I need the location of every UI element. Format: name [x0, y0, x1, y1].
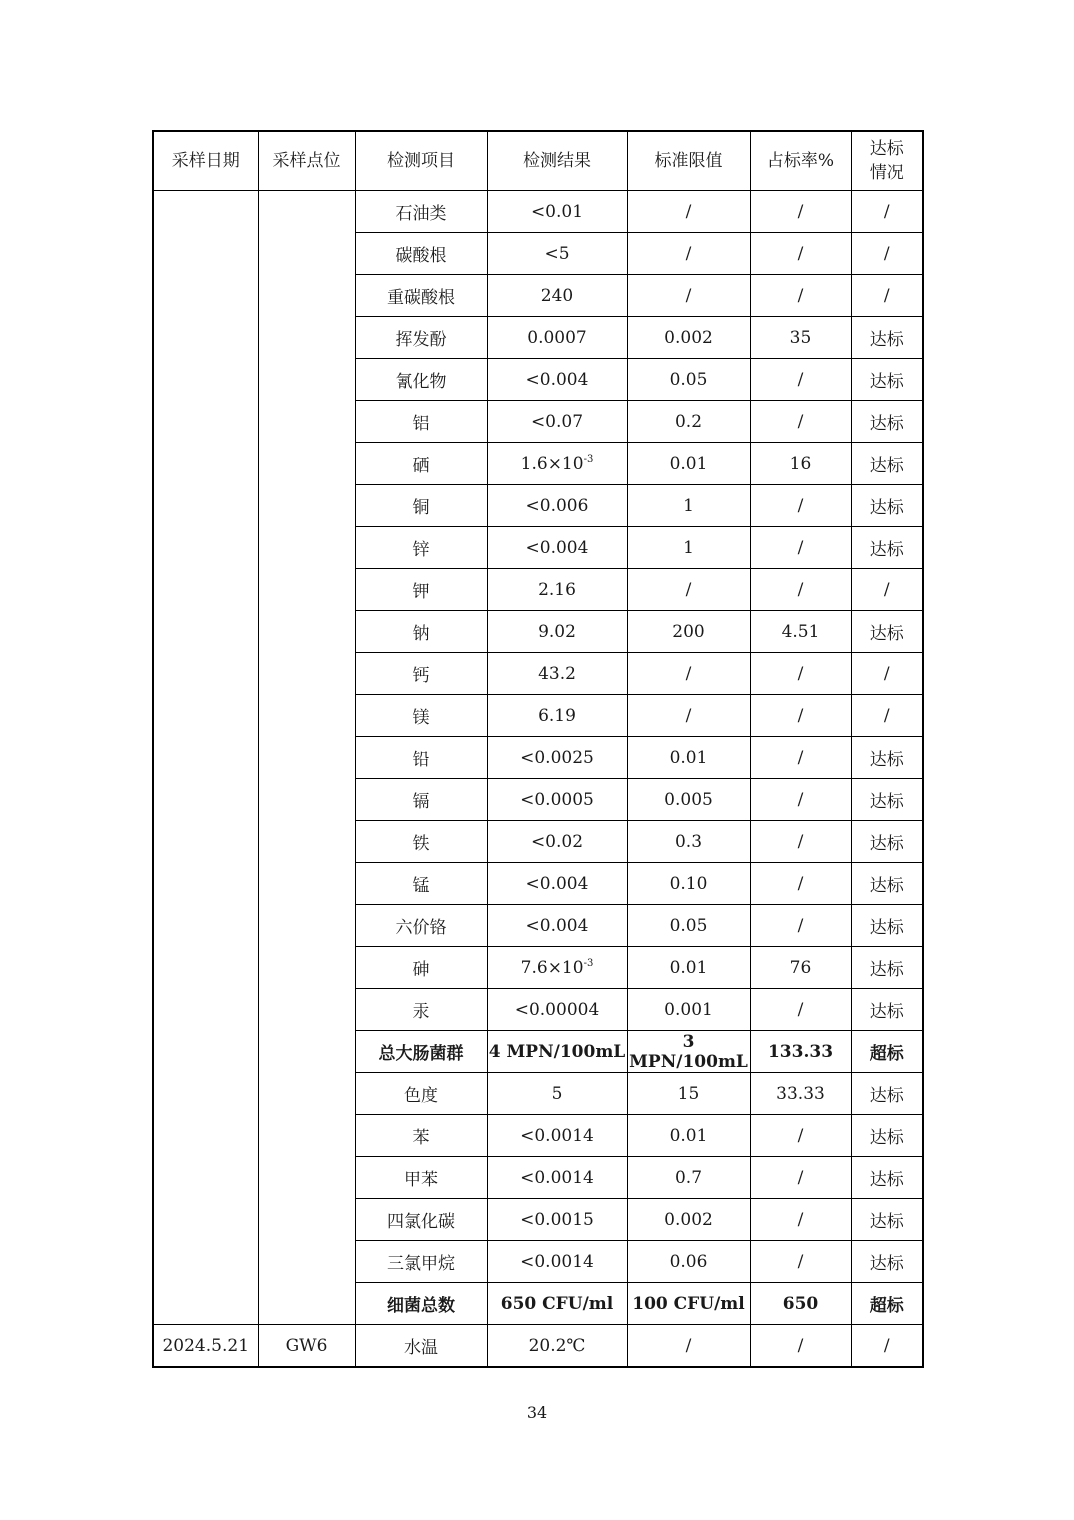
cell-test-result: 43.2 [487, 653, 627, 695]
cell-standard-limit: 0.05 [627, 359, 750, 401]
cell-test-item: 锰 [355, 863, 487, 905]
cell-test-result [487, 443, 627, 485]
cell-standard-limit: 0.05 [627, 905, 750, 947]
table-row [153, 191, 923, 233]
cell-ratio: 76 [750, 947, 851, 989]
cell-standard-limit: / [627, 695, 750, 737]
cell-test-item: 钾 [355, 569, 487, 611]
cell-test-item: 钙 [355, 653, 487, 695]
cell-ratio: / [750, 1157, 851, 1199]
cell-ratio: / [750, 359, 851, 401]
cell-ratio: 33.33 [750, 1073, 851, 1115]
cell-standard-limit: 15 [627, 1073, 750, 1115]
cell-ratio: 4.51 [750, 611, 851, 653]
header-standard-limit: 标准限值 [627, 131, 750, 191]
cell-test-item: 四氯化碳 [355, 1199, 487, 1241]
cell-standard-limit: 0.01 [627, 947, 750, 989]
cell-test-item: 镉 [355, 779, 487, 821]
cell-test-result: <0.0005 [487, 779, 627, 821]
cell-test-result: 4 MPN/100mL [487, 1031, 627, 1073]
cell-ratio: / [750, 863, 851, 905]
cell-test-item: 总大肠菌群 [355, 1031, 487, 1073]
cell-compliance: / [851, 275, 923, 317]
cell-ratio: / [750, 275, 851, 317]
header-compliance [851, 131, 923, 191]
cell-sampling-site [258, 191, 355, 1325]
cell-ratio: / [750, 191, 851, 233]
cell-standard-limit: 100 CFU/ml [627, 1283, 750, 1325]
cell-compliance: 达标 [851, 527, 923, 569]
cell-compliance: 超标 [851, 1031, 923, 1073]
cell-test-result: 9.02 [487, 611, 627, 653]
table-body [153, 191, 923, 1368]
header-sampling-site: 采样点位 [258, 131, 355, 191]
cell-standard-limit: 0.2 [627, 401, 750, 443]
cell-test-result: <0.004 [487, 863, 627, 905]
cell-ratio: / [750, 1115, 851, 1157]
cell-compliance: 达标 [851, 821, 923, 863]
cell-standard-limit: 0.001 [627, 989, 750, 1031]
cell-test-result: 5 [487, 1073, 627, 1115]
cell-test-result: 240 [487, 275, 627, 317]
cell-standard-limit: 0.01 [627, 443, 750, 485]
cell-compliance: 超标 [851, 1283, 923, 1325]
cell-ratio: 35 [750, 317, 851, 359]
cell-test-item: 钠 [355, 611, 487, 653]
cell-ratio: / [750, 1325, 851, 1368]
cell-standard-limit: / [627, 233, 750, 275]
cell-compliance: 达标 [851, 611, 923, 653]
cell-sampling-date [153, 191, 258, 1325]
cell-test-result: <5 [487, 233, 627, 275]
cell-standard-limit: 1 [627, 527, 750, 569]
cell-test-item: 铁 [355, 821, 487, 863]
cell-test-item: 锌 [355, 527, 487, 569]
cell-standard-limit: 0.01 [627, 1115, 750, 1157]
cell-compliance: 达标 [851, 779, 923, 821]
cell-test-result: <0.0025 [487, 737, 627, 779]
cell-ratio: / [750, 905, 851, 947]
cell-standard-limit: 3 MPN/100mL [627, 1031, 750, 1073]
cell-standard-limit: / [627, 1325, 750, 1368]
page-number: 34 [526, 1403, 548, 1422]
cell-compliance: 达标 [851, 947, 923, 989]
cell-standard-limit: / [627, 275, 750, 317]
cell-test-result: <0.0014 [487, 1115, 627, 1157]
cell-standard-limit: 0.10 [627, 863, 750, 905]
cell-ratio: / [750, 989, 851, 1031]
cell-test-result: 2.16 [487, 569, 627, 611]
cell-compliance: 达标 [851, 1073, 923, 1115]
cell-test-item: 氰化物 [355, 359, 487, 401]
cell-compliance: 达标 [851, 317, 923, 359]
cell-test-result: 20.2℃ [487, 1325, 627, 1368]
cell-test-result: <0.004 [487, 359, 627, 401]
cell-test-item: 石油类 [355, 191, 487, 233]
cell-standard-limit: 0.005 [627, 779, 750, 821]
header-sampling-date: 采样日期 [153, 131, 258, 191]
cell-test-result: <0.004 [487, 527, 627, 569]
cell-test-item: 色度 [355, 1073, 487, 1115]
cell-standard-limit: / [627, 653, 750, 695]
cell-compliance: 达标 [851, 485, 923, 527]
cell-test-item: 水温 [355, 1325, 487, 1368]
cell-standard-limit: 0.06 [627, 1241, 750, 1283]
cell-standard-limit: / [627, 569, 750, 611]
cell-test-item: 苯 [355, 1115, 487, 1157]
cell-ratio: / [750, 1199, 851, 1241]
cell-standard-limit: 0.002 [627, 317, 750, 359]
cell-test-result: <0.004 [487, 905, 627, 947]
cell-compliance: / [851, 191, 923, 233]
cell-ratio: / [750, 233, 851, 275]
header-ratio: 占标率% [750, 131, 851, 191]
cell-standard-limit: 1 [627, 485, 750, 527]
header-compliance-line1: 达标 [869, 139, 904, 159]
table-row [153, 1325, 923, 1368]
cell-standard-limit: 0.002 [627, 1199, 750, 1241]
cell-test-result: 650 CFU/ml [487, 1283, 627, 1325]
cell-standard-limit: 0.3 [627, 821, 750, 863]
cell-test-item: 细菌总数 [355, 1283, 487, 1325]
cell-test-result: <0.07 [487, 401, 627, 443]
cell-compliance: 达标 [851, 359, 923, 401]
cell-test-item: 砷 [355, 947, 487, 989]
table-header-row [153, 131, 923, 191]
cell-ratio: / [750, 569, 851, 611]
cell-test-result: 0.0007 [487, 317, 627, 359]
cell-ratio: / [750, 779, 851, 821]
cell-ratio: / [750, 1241, 851, 1283]
cell-ratio: / [750, 527, 851, 569]
cell-compliance: 达标 [851, 989, 923, 1031]
header-test-result: 检测结果 [487, 131, 627, 191]
cell-ratio: 16 [750, 443, 851, 485]
result-mantissa: 7.6×10 [520, 957, 584, 978]
cell-ratio: 650 [750, 1283, 851, 1325]
cell-test-item: 铜 [355, 485, 487, 527]
report-table [152, 130, 924, 1368]
cell-compliance: / [851, 569, 923, 611]
cell-standard-limit: 0.01 [627, 737, 750, 779]
cell-compliance: / [851, 233, 923, 275]
cell-compliance: 达标 [851, 863, 923, 905]
cell-ratio: 133.33 [750, 1031, 851, 1073]
cell-sampling-site: GW6 [258, 1325, 355, 1368]
cell-compliance: 达标 [851, 1199, 923, 1241]
cell-test-result: <0.01 [487, 191, 627, 233]
cell-ratio: / [750, 737, 851, 779]
cell-compliance: 达标 [851, 401, 923, 443]
cell-compliance: 达标 [851, 1115, 923, 1157]
cell-test-item: 铅 [355, 737, 487, 779]
cell-test-item: 重碳酸根 [355, 275, 487, 317]
cell-test-item: 碳酸根 [355, 233, 487, 275]
cell-ratio: / [750, 821, 851, 863]
cell-test-item: 挥发酚 [355, 317, 487, 359]
cell-test-item: 硒 [355, 443, 487, 485]
cell-test-result: <0.006 [487, 485, 627, 527]
cell-test-item: 三氯甲烷 [355, 1241, 487, 1283]
cell-test-result [487, 947, 627, 989]
cell-ratio: / [750, 653, 851, 695]
result-exponent: -3 [583, 453, 594, 465]
cell-test-result: <0.0014 [487, 1157, 627, 1199]
cell-test-result: <0.02 [487, 821, 627, 863]
cell-ratio: / [750, 695, 851, 737]
cell-test-item: 汞 [355, 989, 487, 1031]
cell-compliance: / [851, 1325, 923, 1368]
cell-compliance: 达标 [851, 1241, 923, 1283]
cell-compliance: 达标 [851, 1157, 923, 1199]
header-test-item: 检测项目 [355, 131, 487, 191]
cell-compliance: 达标 [851, 905, 923, 947]
cell-ratio: / [750, 401, 851, 443]
cell-standard-limit: / [627, 191, 750, 233]
cell-standard-limit: 200 [627, 611, 750, 653]
cell-test-result: 6.19 [487, 695, 627, 737]
cell-sampling-date: 2024.5.21 [153, 1325, 258, 1368]
header-compliance-line2: 情况 [869, 163, 904, 183]
result-exponent: -3 [583, 957, 594, 969]
cell-test-item: 铝 [355, 401, 487, 443]
cell-test-item: 甲苯 [355, 1157, 487, 1199]
cell-ratio: / [750, 485, 851, 527]
result-mantissa: 1.6×10 [520, 453, 584, 474]
cell-test-item: 六价铬 [355, 905, 487, 947]
cell-test-result: <0.0015 [487, 1199, 627, 1241]
cell-standard-limit: 0.7 [627, 1157, 750, 1199]
cell-test-item: 镁 [355, 695, 487, 737]
cell-compliance: 达标 [851, 443, 923, 485]
cell-test-result: <0.0014 [487, 1241, 627, 1283]
cell-test-result: <0.00004 [487, 989, 627, 1031]
cell-compliance: 达标 [851, 737, 923, 779]
cell-compliance: / [851, 653, 923, 695]
cell-compliance: / [851, 695, 923, 737]
